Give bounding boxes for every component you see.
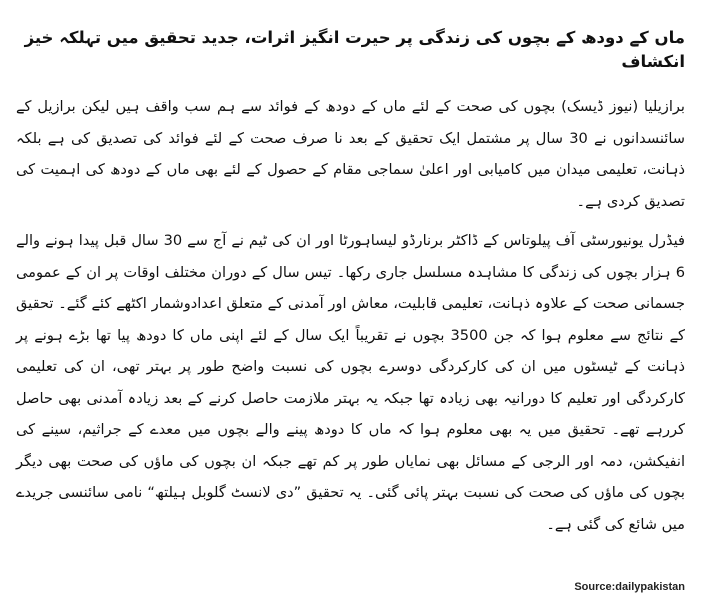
article-paragraph-intro: برازیلیا (نیوز ڈیسک) بچوں کی صحت کے لئے ماں کے دودھ کے فوائد سے ہم سب واقف ہیں لیکن برازیل کے سائنسدانوں نے 30 سال پر مشتمل ایک تحقیق کے بعد نا صرف صحت کے لئے فوائد کی تصدیق کی ہے بلکہ ذہانت، تعلیمی میدان میں کامیابی اور اعلیٰ سماجی مقام کے حصول کے لئے بھی ماں کے دودھ کی اہمیت کی تصدیق کردی ہے۔	[16, 98, 685, 210]
source-credit: Source:dailypakistan	[574, 581, 685, 593]
article-paragraph-body: فیڈرل یونیورسٹی آف پیلوتاس کے ڈاکٹر برنارڈو لیساہورٹا اور ان کی ٹیم نے آج سے 30 سال قبل پیدا ہونے والے 6 ہزار بچوں کی زندگی کا مشاہدہ مسلسل جاری رکھا۔ تیس سال کے دوران مختلف اوقات پر ان کے عمومی جسمانی صحت کے علاوہ ذہانت، تعلیمی قابلیت، معاش اور آمدنی کے متعلق اعدادوشمار اکٹھے کئے گئے۔ تحقیق کے نتائج سے معلوم ہوا کہ جن 3500 بچوں نے تقریباً ایک سال کے لئے اپنی ماں کا دودھ پیا تھا بڑے ہونے پر ذہانت کے ٹیسٹوں میں ان کی کارکردگی دوسرے بچوں کی نسبت واضح طور پر بہتر تھی، ان کی تعلیمی کارکردگی اور تعلیم کا دورانیہ بھی زیادہ تھا جبکہ یہ بہتر ملازمت حاصل کرنے کے بعد زیادہ آمدنی بھی حاصل کررہے تھے۔ تحقیق میں یہ بھی معلوم ہوا کہ ماں کا دودھ پینے والے بچوں میں معدے کے جراثیم، سینے کی انفیکشن، دمہ اور الرجی کے مسائل بھی نمایاں طور پر کم تھے جبکہ ان بچوں کی ماؤں کی صحت بھی دیگر بچوں کی ماؤں کی صحت کی نسبت بہتر پائی گئی۔ یہ تحقیق ”دی لانسٹ گلوبل ہیلتھ“ نامی سائنسی جریدے میں شائع کی گئی ہے۔	[16, 232, 686, 533]
article-headline: ماں کے دودھ کے بچوں کی زندگی پر حیرت انگیز اثرات، جدید تحقیق میں تہلکہ خیز انکشاف	[24, 28, 685, 71]
